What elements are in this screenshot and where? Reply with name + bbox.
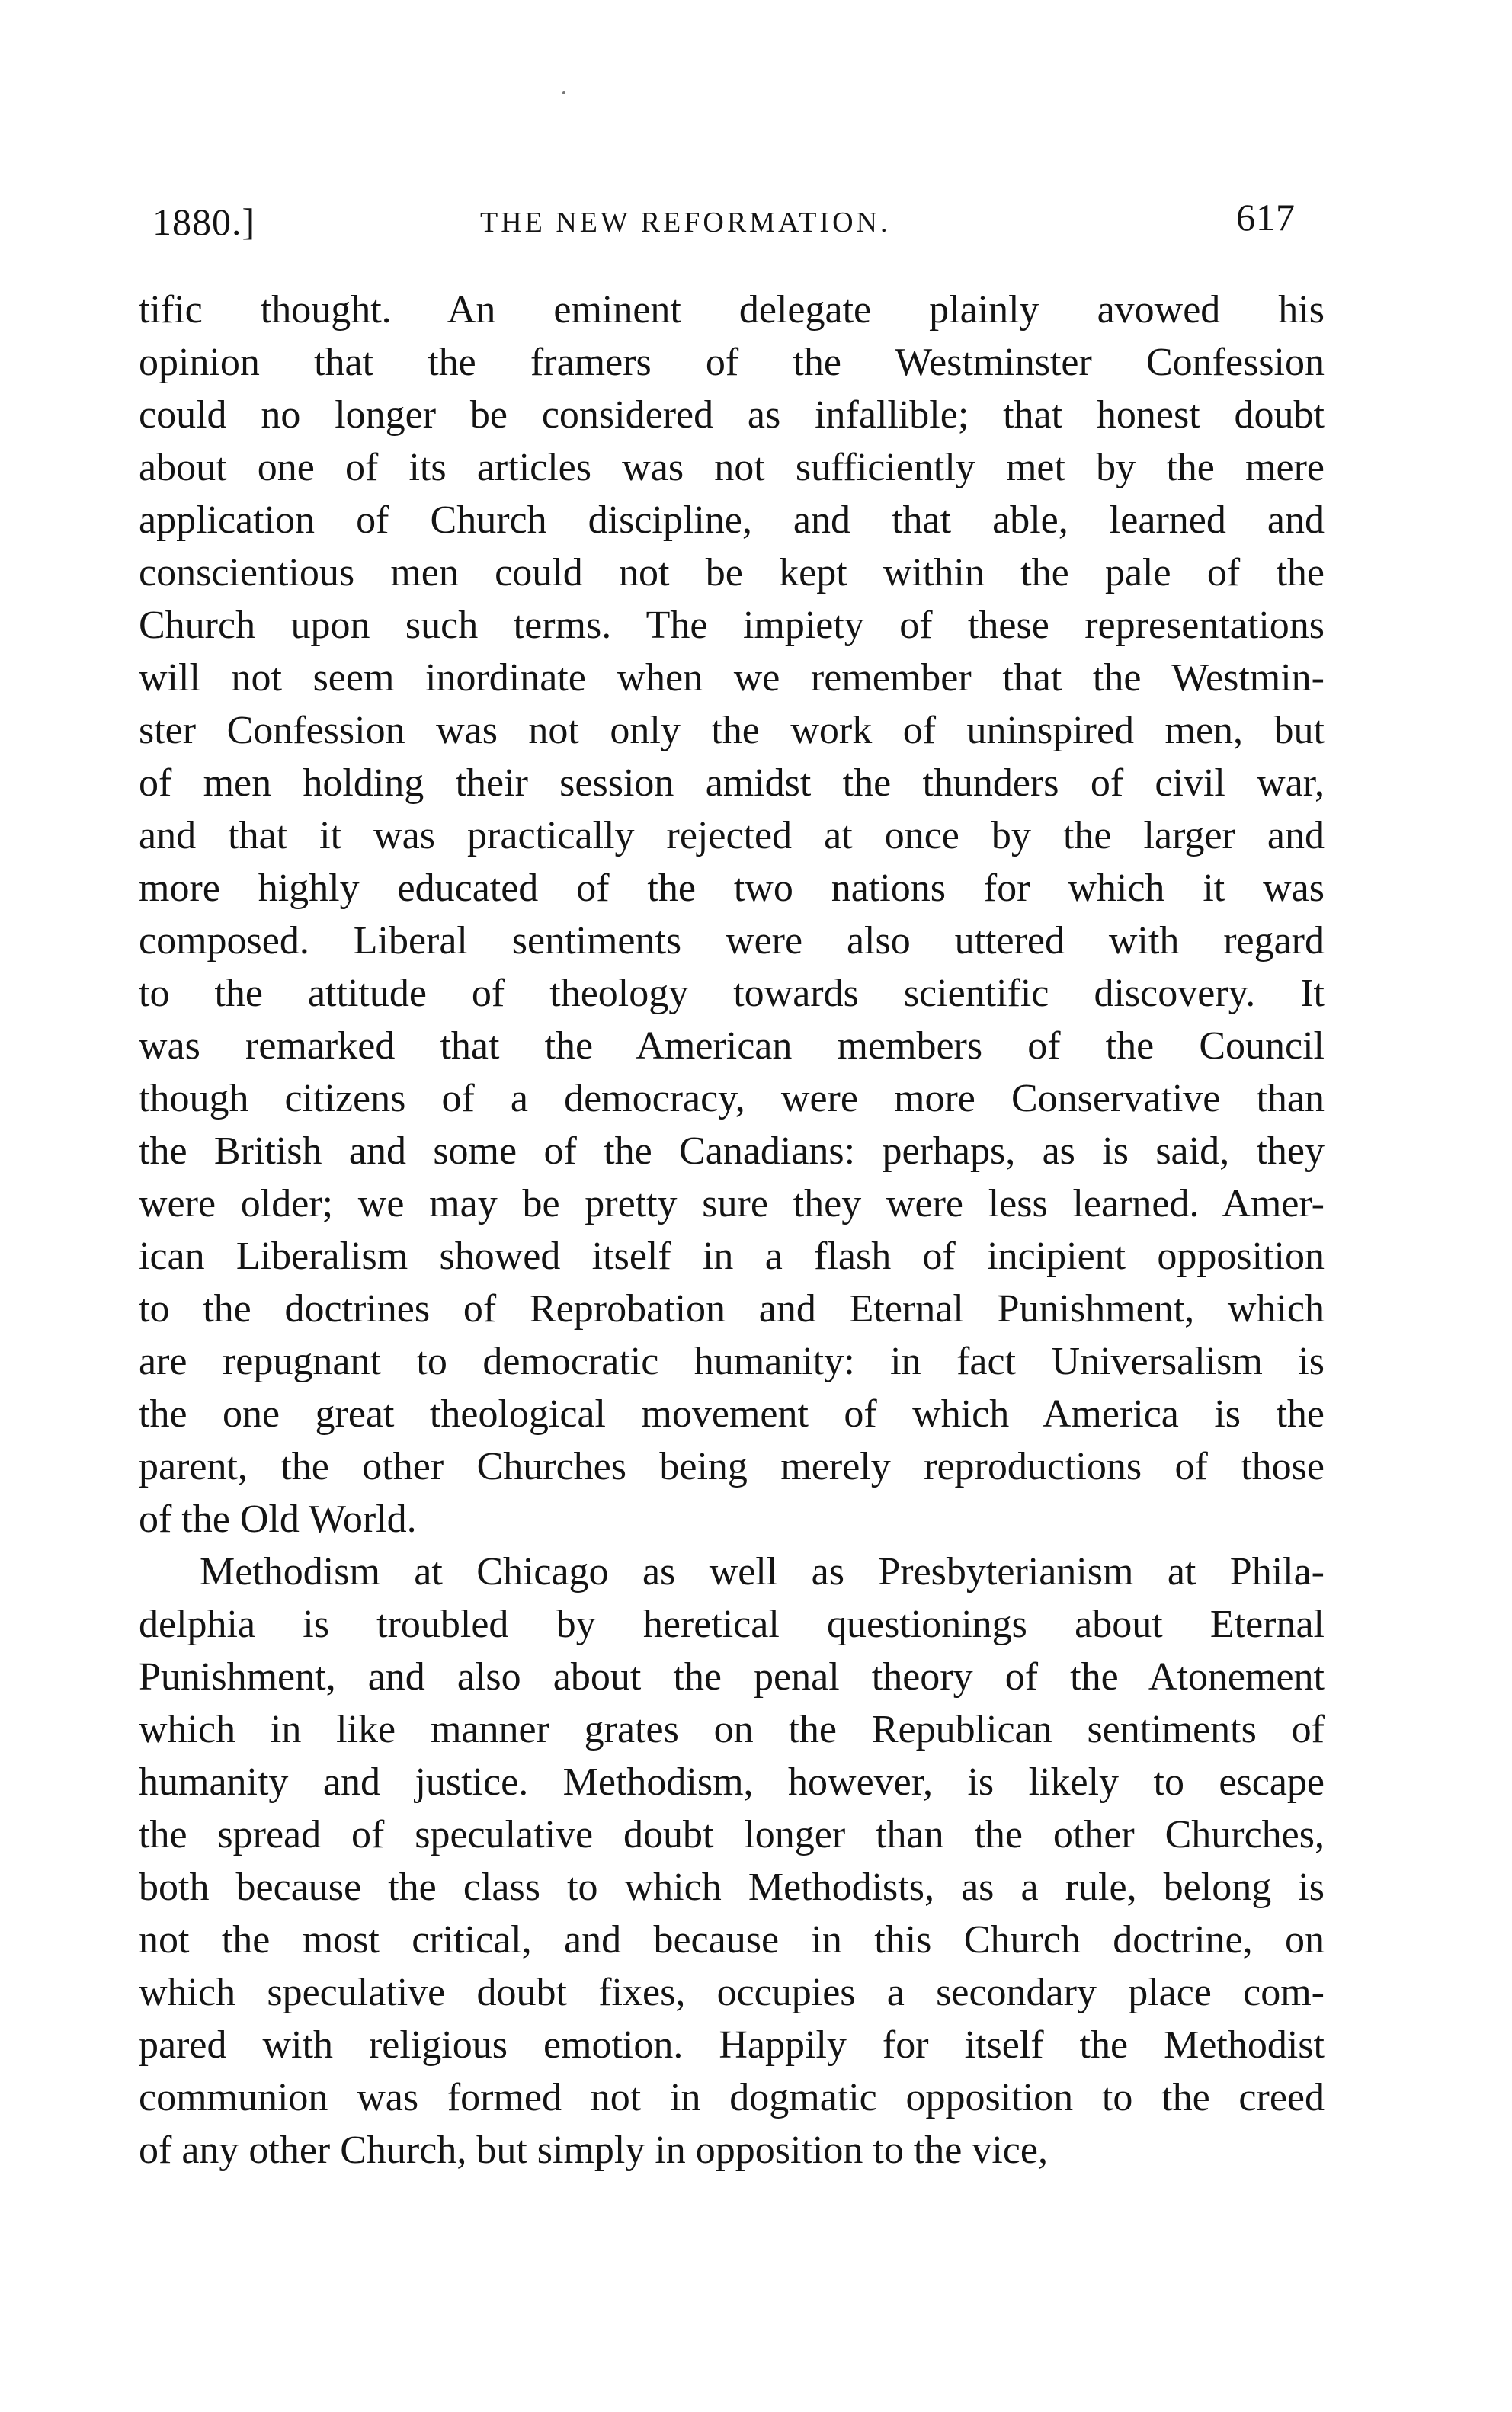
text-line: will not seem inordinate when we remember that the Westmin- <box>139 656 1325 700</box>
text-line: application of Church discipline, and that able, learned and <box>139 498 1325 542</box>
text-line: were older; we may be pretty sure they were less learned. Amer- <box>139 1182 1325 1225</box>
text-line: to the doctrines of Reprobation and Eternal Punishment, which <box>139 1287 1325 1331</box>
text-line: of any other Church, but simply in opposition to the vice, <box>139 2129 1048 2172</box>
text-line: which in like manner grates on the Republican sentiments of <box>139 1708 1325 1751</box>
body-text <box>139 283 1325 2177</box>
text-line: composed. Liberal sentiments were also uttered with regard <box>139 919 1325 963</box>
text-line: which speculative doubt fixes, occupies a secondary place com- <box>139 1971 1325 2014</box>
running-header <box>152 196 1296 253</box>
text-line: Punishment, and also about the penal theory of the Atonement <box>139 1655 1325 1699</box>
text-line: of men holding their session amidst the thunders of civil war, <box>139 761 1325 805</box>
text-line: humanity and justice. Methodism, however, is likely to escape <box>139 1760 1325 1804</box>
text-line: more highly educated of the two nations for which it was <box>139 866 1325 910</box>
text-line: are repugnant to democratic humanity: in fact Universalism is <box>139 1340 1325 1383</box>
text-line: ster Confession was not only the work of uninspired men, but <box>139 709 1325 752</box>
text-line: communion was formed not in dogmatic opposition to the creed <box>139 2076 1325 2119</box>
text-line: the British and some of the Canadians: perhaps, as is said, they <box>139 1129 1325 1173</box>
text-line: could no longer be considered as infallible; that honest doubt <box>139 393 1325 437</box>
text-line: the one great theological movement of which America is the <box>139 1392 1325 1436</box>
text-line: to the attitude of theology towards scientific discovery. It <box>139 972 1325 1015</box>
text-line: though citizens of a democracy, were more Conservative than <box>139 1077 1325 1120</box>
header-year: 1880.] <box>152 200 256 243</box>
text-line: pared with religious emotion. Happily for itself the Methodist <box>139 2023 1325 2067</box>
text-line: parent, the other Churches being merely reproductions of those <box>139 1445 1325 1488</box>
page-number: 617 <box>1236 196 1296 239</box>
paragraph <box>139 283 1325 1546</box>
text-line: Methodism at Chicago as well as Presbyterianism at Phila- <box>200 1550 1325 1594</box>
text-line: the spread of speculative doubt longer than the other Churches, <box>139 1813 1325 1856</box>
text-line: both because the class to which Methodists, as a rule, belong is <box>139 1866 1325 1909</box>
text-line: was remarked that the American members of the Council <box>139 1024 1325 1068</box>
text-line: of the Old World. <box>139 1497 417 1541</box>
text-line: conscientious men could not be kept within the pale of the <box>139 551 1325 594</box>
text-line: Church upon such terms. The impiety of these representations <box>139 604 1325 647</box>
text-line: and that it was practically rejected at once by the larger and <box>139 814 1325 857</box>
paragraph <box>139 1546 1325 2177</box>
text-line: ican Liberalism showed itself in a flash of incipient opposition <box>139 1235 1325 1278</box>
text-line: opinion that the framers of the Westminster Confession <box>139 341 1325 384</box>
header-title: THE NEW REFORMATION. <box>480 207 891 239</box>
text-line: about one of its articles was not sufficiently met by the mere <box>139 446 1325 489</box>
speck-mark <box>562 91 565 94</box>
text-line: not the most critical, and because in this Church doctrine, on <box>139 1918 1325 1962</box>
text-line: delphia is troubled by heretical questionings about Eternal <box>139 1603 1325 1646</box>
text-line: tific thought. An eminent delegate plainly avowed his <box>139 288 1325 332</box>
